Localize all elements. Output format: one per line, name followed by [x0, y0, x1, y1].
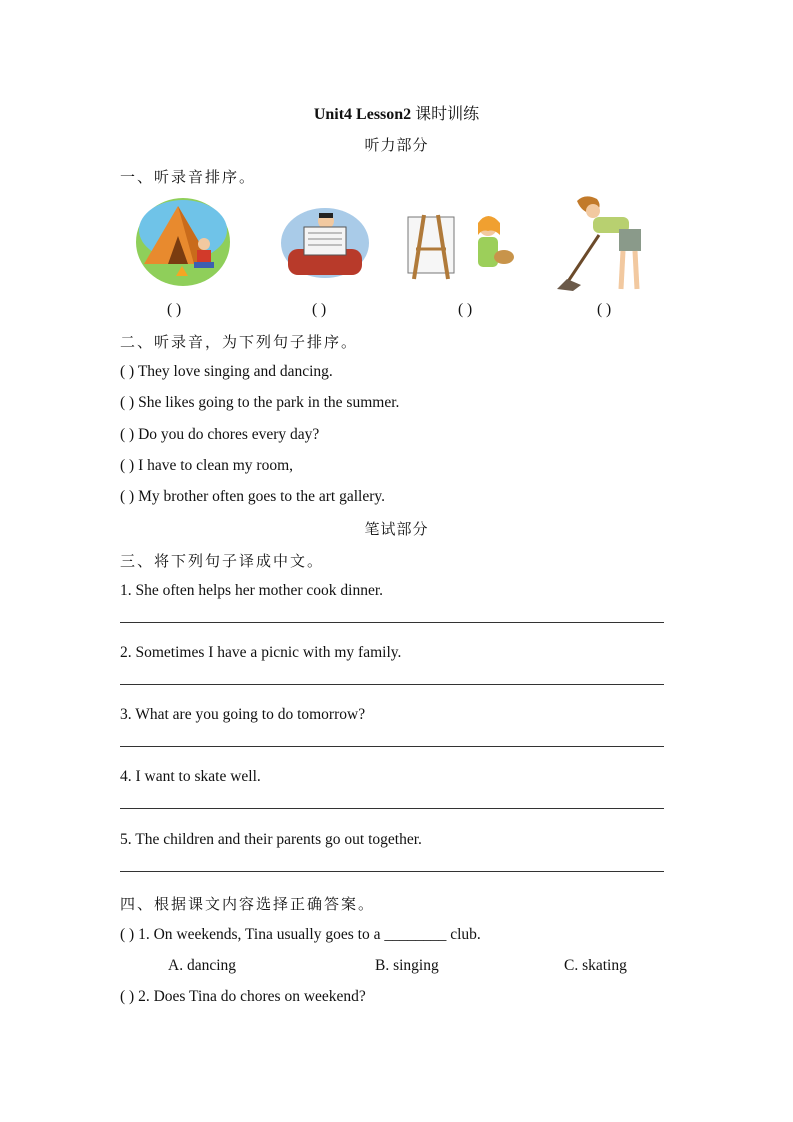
title-english: Unit4 Lesson2 — [313, 106, 412, 123]
list-item — [120, 394, 399, 412]
list-item — [120, 488, 385, 506]
painting-picture — [404, 209, 516, 281]
answer-line-3[interactable] — [120, 746, 664, 747]
answer-parentheses[interactable]: ( ) — [120, 394, 135, 411]
sentence-text: Do you do chores every day? — [138, 426, 320, 443]
question-text: 2. Does Tina do chores on weekend? — [138, 988, 366, 1005]
answer-parentheses[interactable]: ( ) — [120, 363, 135, 380]
reading-newspaper-picture — [280, 207, 370, 279]
answer-parentheses[interactable]: ( ) — [120, 988, 135, 1005]
question-1 — [120, 926, 481, 944]
part4-instruction: 四、根据课文内容选择正确答案。 — [120, 897, 376, 913]
picture-3-answer[interactable]: ( ) — [458, 301, 473, 318]
answer-parentheses[interactable]: ( ) — [120, 488, 135, 505]
translation-item-5: 5. The children and their parents go out together. — [120, 831, 422, 848]
picture-1-answer[interactable]: ( ) — [167, 301, 182, 318]
page-title — [0, 101, 793, 124]
part3-instruction: 三、将下列句子译成中文。 — [120, 554, 325, 570]
answer-parentheses[interactable]: ( ) — [120, 426, 135, 443]
option-c[interactable]: C. skating — [564, 957, 627, 974]
camping-picture — [134, 196, 232, 288]
list-item — [120, 363, 333, 381]
answer-parentheses[interactable]: ( ) — [120, 457, 135, 474]
answer-line-4[interactable] — [120, 808, 664, 809]
answer-line-2[interactable] — [120, 684, 664, 685]
answer-line-1[interactable] — [120, 622, 664, 623]
list-item — [120, 426, 319, 444]
sentence-text: My brother often goes to the art gallery. — [138, 488, 385, 505]
sentence-text: I have to clean my room, — [138, 457, 294, 474]
writing-heading: 笔试部分 — [364, 522, 429, 538]
sentence-text: She likes going to the park in the summer. — [138, 394, 400, 411]
answer-parentheses[interactable]: ( ) — [120, 926, 135, 943]
list-item — [120, 457, 293, 475]
translation-item-2: 2. Sometimes I have a picnic with my family. — [120, 644, 402, 661]
title-chinese: 课时训练 — [415, 106, 480, 123]
sentence-text: They love singing and dancing. — [137, 363, 333, 380]
option-b[interactable]: B. singing — [375, 957, 439, 974]
question-2 — [120, 988, 366, 1006]
translation-item-3: 3. What are you going to do tomorrow? — [120, 706, 366, 723]
picture-2-answer[interactable]: ( ) — [312, 301, 327, 318]
option-a[interactable]: A. dancing — [168, 957, 237, 974]
translation-item-4: 4. I want to skate well. — [120, 768, 261, 785]
answer-line-5[interactable] — [120, 871, 664, 872]
part2-instruction: 二、听录音，为下列句子排序。 — [120, 335, 359, 351]
part1-instruction: 一、听录音排序。 — [120, 170, 257, 186]
listening-heading: 听力部分 — [364, 138, 429, 154]
sweeping-picture — [553, 193, 647, 291]
question-text: 1. On weekends, Tina usually goes to a ________ club. — [138, 926, 481, 943]
picture-4-answer[interactable]: ( ) — [597, 301, 612, 318]
translation-item-1: 1. She often helps her mother cook dinner. — [120, 582, 384, 599]
